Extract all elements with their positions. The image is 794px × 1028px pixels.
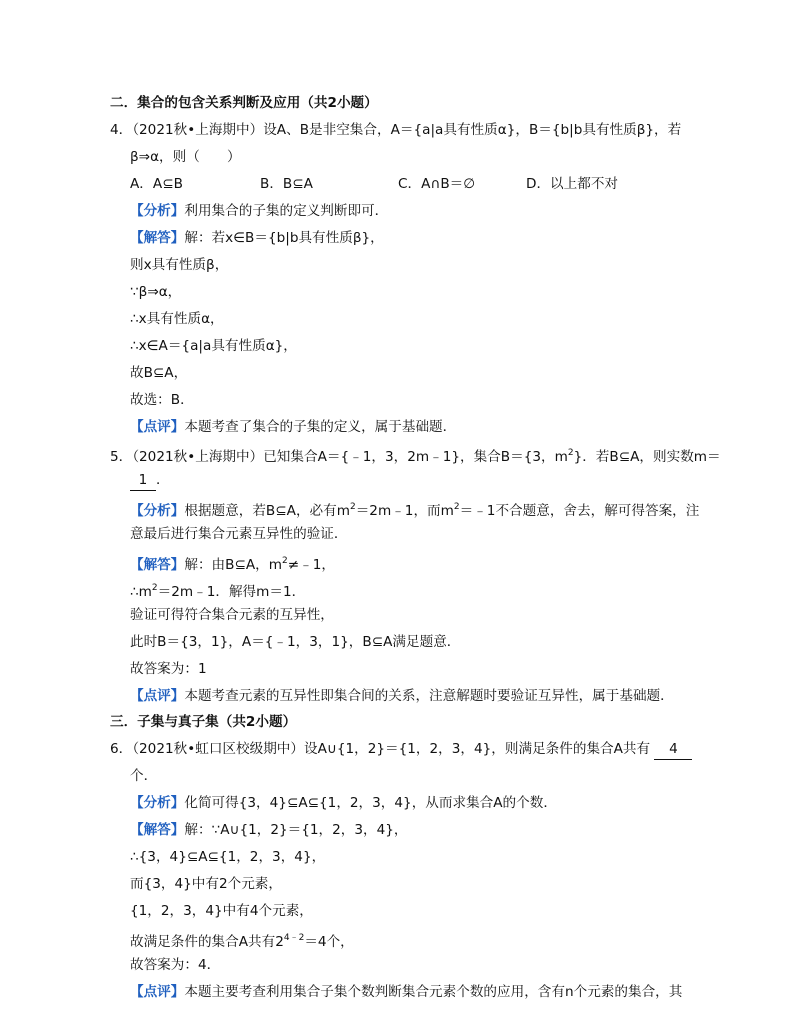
solution-step: ∵β⇒α， bbox=[130, 284, 182, 300]
solution-step bbox=[130, 578, 305, 602]
answer-blank: 1 bbox=[130, 470, 156, 491]
question-6-stem bbox=[110, 739, 692, 760]
solution-step: {1，2，3，4}中有4个元素， bbox=[130, 903, 313, 919]
solution-step: 而{3，4}中有2个元素， bbox=[130, 876, 282, 892]
solution-step: ∴x∈A＝{a|a具有性质α}， bbox=[130, 338, 297, 354]
analysis-tag: 【分析】 bbox=[130, 203, 185, 219]
comment-tag: 【点评】 bbox=[130, 688, 185, 704]
comment bbox=[130, 686, 674, 706]
question-5-answer-line: 1 ． bbox=[130, 470, 170, 491]
option-d: D．以上都不对 bbox=[526, 176, 619, 192]
stem-part: 5．（2021秋•上海期中）已知集合A＝{﹣1，3，2m﹣1}，集合B＝{3，m bbox=[110, 449, 568, 465]
analysis bbox=[130, 497, 699, 521]
analysis-tag: 【分析】 bbox=[130, 795, 185, 811]
stem-part: }．若B⊆A，则实数m＝ bbox=[573, 449, 721, 465]
analysis-text: 根据题意，若B⊆A，必有m bbox=[184, 503, 350, 519]
solution-text: ≠﹣1， bbox=[287, 557, 335, 573]
comment bbox=[130, 417, 456, 437]
solution-tag: 【解答】 bbox=[130, 230, 185, 246]
solution-step: ∴x具有性质α， bbox=[130, 311, 224, 327]
question-4-stem: 4．（2021秋•上海期中）设A、B是非空集合，A＝{a|a具有性质α}，B＝{b|b具有性质β}，若 bbox=[110, 122, 682, 138]
question-5-stem bbox=[110, 443, 721, 467]
question-6-stem-cont: 个． bbox=[130, 768, 158, 784]
option-b: B．B⊆A bbox=[260, 176, 313, 192]
answer-blank: 4 bbox=[654, 739, 692, 760]
section-heading: 二．集合的包含关系判断及应用（共2小题） bbox=[110, 95, 378, 111]
option-c: C．A∩B＝∅ bbox=[398, 176, 476, 192]
solution-step: ∴{3，4}⊆A⊆{1，2，3，4}， bbox=[130, 849, 326, 865]
solution-step: 此时B＝{3，1}，A＝{﹣1，3，1}，B⊆A满足题意． bbox=[130, 634, 461, 650]
analysis-text: ＝﹣1不合题意，舍去，解可得答案，注 bbox=[459, 503, 700, 519]
solution-text: 解：若x∈B＝{b|b具有性质β}， bbox=[184, 230, 384, 246]
analysis-text: ＝2m﹣1，而m bbox=[355, 503, 454, 519]
comment-tag: 【点评】 bbox=[130, 419, 185, 435]
comment bbox=[130, 982, 682, 1002]
analysis bbox=[130, 793, 557, 813]
option-a: A．A⊆B bbox=[130, 176, 183, 192]
superscript: 2 bbox=[349, 502, 356, 512]
question-4-stem-cont: β⇒α，则（ ） bbox=[130, 149, 241, 165]
solution-step bbox=[130, 928, 354, 952]
comment-tag: 【点评】 bbox=[130, 984, 185, 1000]
comment-text: 本题考查元素的互异性即集合间的关系，注意解题时要验证互异性，属于基础题． bbox=[184, 688, 674, 704]
superscript: 2 bbox=[567, 448, 574, 458]
step-part: ＝2m﹣1．解得m＝1． bbox=[157, 584, 306, 600]
solution bbox=[130, 228, 384, 248]
solution-step: 故答案为：1 bbox=[130, 661, 207, 677]
step-part: ＝4个， bbox=[304, 934, 354, 950]
superscript: 2 bbox=[151, 583, 158, 593]
solution bbox=[130, 820, 408, 840]
solution-tag: 【解答】 bbox=[130, 822, 185, 838]
analysis-text: 化简可得{3，4}⊆A⊆{1，2，3，4}，从而求集合A的个数． bbox=[184, 795, 557, 811]
solution bbox=[130, 551, 335, 575]
question-4-options bbox=[130, 174, 618, 194]
solution-tag: 【解答】 bbox=[130, 557, 185, 573]
analysis bbox=[130, 201, 388, 221]
step-part: 故满足条件的集合A共有2 bbox=[130, 934, 284, 950]
step-part: ∴m bbox=[130, 584, 152, 600]
solution-text: 解：∵A∪{1，2}＝{1，2，3，4}， bbox=[184, 822, 408, 838]
solution-step: 验证可得符合集合元素的互异性， bbox=[130, 607, 334, 623]
superscript: 4﹣2 bbox=[283, 933, 305, 943]
section-heading: 三．子集与真子集（共2小题） bbox=[110, 714, 297, 730]
superscript: 2 bbox=[453, 502, 460, 512]
analysis-tag: 【分析】 bbox=[130, 503, 185, 519]
comment-text: 本题主要考查利用集合子集个数判断集合元素个数的应用，含有n个元素的集合，其 bbox=[184, 984, 683, 1000]
solution-step: 故答案为：4． bbox=[130, 957, 221, 973]
solution-step: 故选：B． bbox=[130, 392, 194, 408]
analysis-cont: 意最后进行集合元素互异性的验证． bbox=[130, 526, 348, 542]
solution-step: 则x具有性质β， bbox=[130, 257, 229, 273]
solution-step: 故B⊆A， bbox=[130, 365, 188, 381]
analysis-text: 利用集合的子集的定义判断即可． bbox=[184, 203, 389, 219]
stem-part: 6．（2021秋•虹口区校级期中）设A∪{1，2}＝{1，2，3，4}，则满足条件的集合A共有 bbox=[110, 741, 651, 757]
superscript: 2 bbox=[282, 556, 288, 566]
comment-text: 本题考查了集合的子集的定义，属于基础题． bbox=[184, 419, 457, 435]
solution-text: 解：由B⊆A，m bbox=[184, 557, 283, 573]
